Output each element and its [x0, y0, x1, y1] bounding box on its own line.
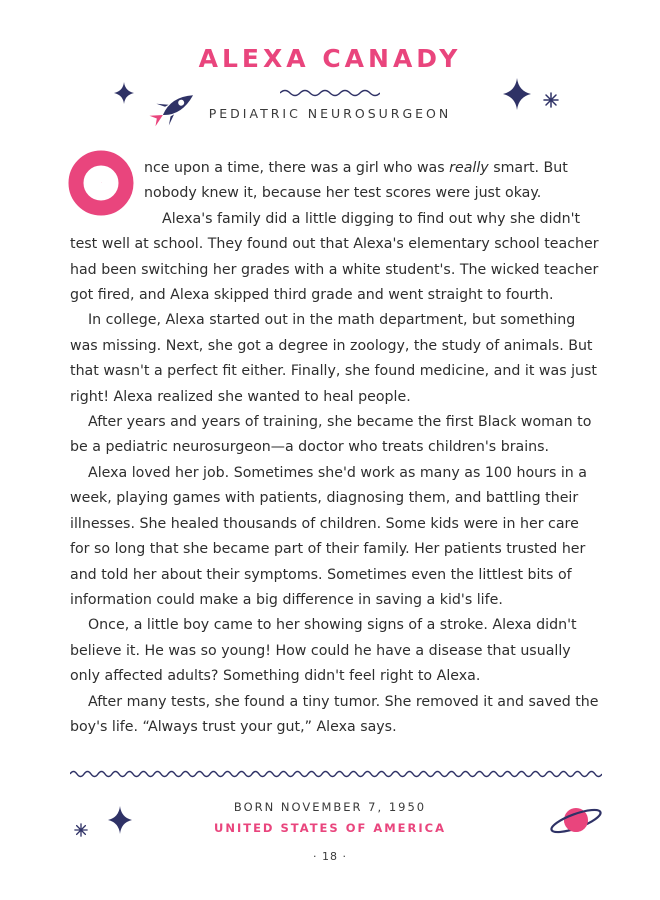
footer-wavy-divider: [70, 768, 602, 780]
page-title: ALEXA CANADY: [198, 44, 462, 73]
story-body: [70, 156, 602, 740]
story-paragraph: [70, 156, 602, 207]
drop-cap-letter: O: [101, 183, 102, 184]
story-paragraph: After years and years of training, she became the first Black woman to be a pediatric neurosurgeon—a doctor who treats children's brains.: [70, 414, 592, 456]
profession-subtitle: PEDIATRIC NEUROSURGEON: [208, 106, 452, 121]
page-number: · 18 ·: [313, 850, 347, 863]
birth-country: UNITED STATES OF AMERICA: [213, 821, 447, 835]
title-wavy-divider: [280, 88, 380, 98]
rocket-icon: [147, 86, 203, 130]
sparkle-star-icon: [114, 82, 134, 104]
sparkle-star-icon: [503, 78, 531, 110]
emphasis-text: really: [449, 160, 489, 176]
birth-date: BORN NOVEMBER 7, 1950: [233, 800, 427, 814]
story-paragraph: Once, a little boy came to her showing signs of a stroke. Alexa didn't believe it. He was so young! How could he have a disease that usually only affected adults? Something didn't feel right to Alexa.: [70, 617, 577, 685]
story-paragraph: Alexa's family did a little digging to find out why she didn't test well at school. They found out that Alexa's elementary school teacher had been switching her grades with a white student's. The wicked teacher got fired, and Alexa skipped third grade and went straight to fourth.: [70, 210, 599, 304]
drop-cap: [68, 150, 134, 216]
asterisk-star-icon: [543, 92, 559, 108]
story-paragraph: After many tests, she found a tiny tumor. She removed it and saved the boy's life. “Always trust your gut,” Alexa says.: [70, 693, 599, 735]
planet-icon: [548, 800, 604, 840]
paragraph-text: nce upon a time, there was a girl who was: [144, 160, 450, 176]
story-paragraph: In college, Alexa started out in the math department, but something was missing. Next, she got a degree in zoology, the study of animals. But that wasn't a perfect fit either. Finally, she found medicine, and it was just right! Alexa realized she wanted to heal people.: [70, 312, 597, 405]
story-paragraph: Alexa loved her job. Sometimes she'd work as many as 100 hours in a week, playing games with patients, diagnosing them, and battling their illnesses. She healed thousands of children. Some kids were in her care for so long that she became part of their family. Her patients trusted her and told her about their symptoms. Sometimes even the littlest bits of information could make a big difference in saving a kid's life.: [70, 464, 587, 608]
paragraph-text: smart. But nobody knew it, because her test scores were just okay.: [144, 160, 568, 202]
